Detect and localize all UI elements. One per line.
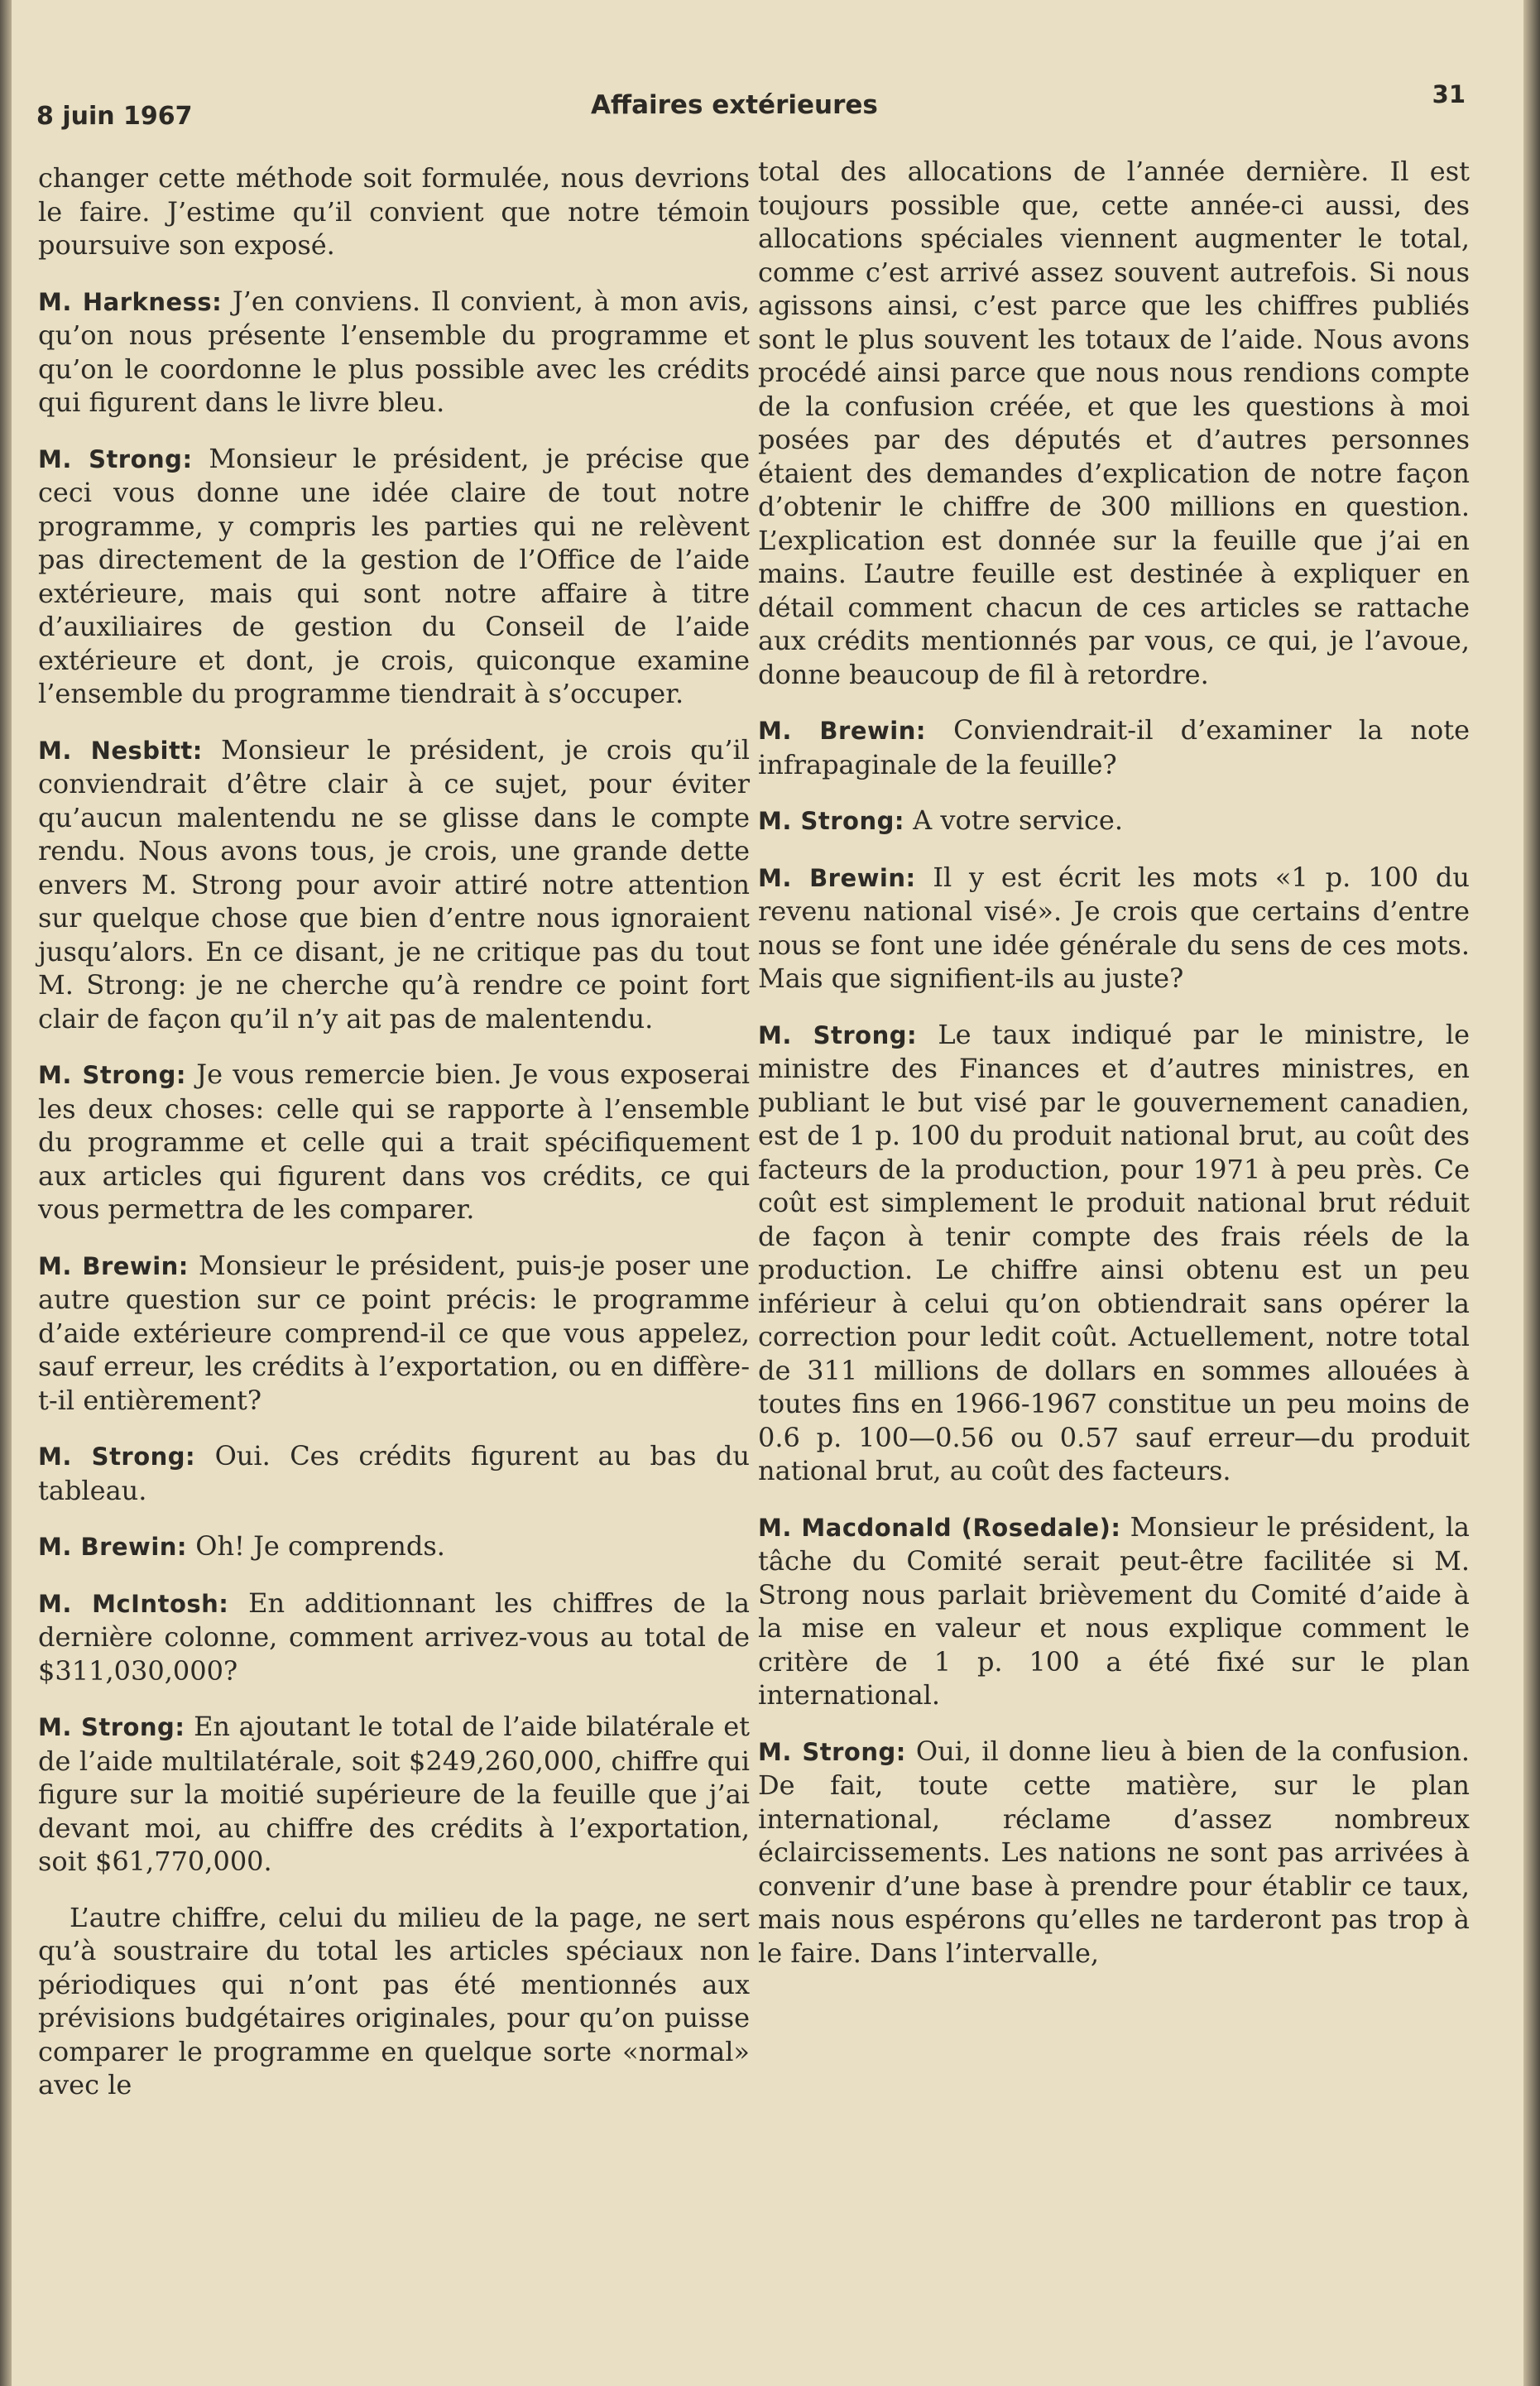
header-date: 8 juin 1967 <box>36 102 193 131</box>
page-number: 31 <box>1432 80 1466 108</box>
paragraph <box>38 1249 750 1418</box>
paragraph <box>758 804 1470 838</box>
speaker-name: M. Strong: <box>38 1061 187 1089</box>
page-outer-edge <box>1523 0 1540 2386</box>
speaker-name: M. Brewin: <box>38 1251 189 1280</box>
left-column <box>38 161 750 2124</box>
paragraph <box>758 1510 1470 1712</box>
speaker-name: M. Brewin: <box>758 717 926 745</box>
paragraph-text: Monsieur le président, je crois qu’il conviendrait d’être clair à ce sujet, pour éviter qu’aucun malentendu ne se glisse dans le compte rendu. Nous avons tous, je crois, une grande dette envers M. Strong pour avoir attiré notre attention sur quelque chose que bien d’entre nous ignoraient jusqu’alors. En ce disant, je ne critique pas du tout M. Strong: je ne cherche qu’à rendre ce point fort clair de façon qu’il n’y ait pas de malentendu. <box>38 733 751 1035</box>
page-binding-edge <box>0 0 12 2386</box>
paragraph-text: changer cette méthode soit formulée, nous devrions le faire. J’estime qu’il convient que notre témoin poursuive son exposé. <box>38 162 750 261</box>
paragraph-text: Oui, il donne lieu à bien de la confusion. De fait, toute cette matière, sur le plan international, réclame d’assez nombreux éclaircissements. Les nations ne sont pas arrivées à convenir d’une base à prendre pour établir ce taux, mais nous espérons qu’elles ne tarderont pas trop à le faire. Dans l’intervalle, <box>758 1735 1470 1969</box>
speaker-name: M. Strong: <box>758 1020 918 1049</box>
paragraph <box>38 285 750 420</box>
paragraph-text: J’en conviens. Il convient, à mon avis, qu’on nous présente l’ensemble du programme et qu’on le coordonne le plus possible avec les crédits qui figurent dans le livre bleu. <box>38 285 750 418</box>
paragraph <box>38 1529 750 1564</box>
paragraph-text: Conviendrait-il d’examiner la note infrapaginale de la feuille? <box>758 714 1470 780</box>
speaker-name: M. Harkness: <box>38 287 223 316</box>
paragraph <box>38 1901 750 2102</box>
speaker-name: M. Brewin: <box>38 1533 188 1561</box>
speaker-name: M. Strong: <box>38 1713 185 1741</box>
paragraph <box>758 155 1470 691</box>
speaker-name: M. Nesbitt: <box>38 736 203 765</box>
paragraph-text: total des allocations de l’année dernière. Il est toujours possible que, cette année-ci aussi, des allocations spéciales viennent augmenter le total, comme c’est arrivé assez souvent autrefois. Si nous agissons ainsi, c’est parce que les chiffres publiés sont le plus souvent les totaux de l’aide. Nous avons procédé ainsi parce que nous nous rendions compte de la confusion créée, et que les questions à moi posées par des députés et d’autres personnes étaient des demandes d’explication de notre façon d’obtenir le chiffre de 300 millions en question. L’explication est donnée sur la feuille que j’ai en mains. L’autre feuille est destinée à expliquer en détail comment chacun de ces articles se rattache aux crédits mentionnés par vous, ce qui, je l’avoue, donne beaucoup de fil à retordre. <box>758 156 1470 690</box>
paragraph-text: Monsieur le président, la tâche du Comité serait peut-être facilitée si M. Strong nous parlait brièvement du Comité d’aide à la mise en valeur et nous explique comment le critère de 1 p. 100 a été fixé sur le plan international. <box>758 1510 1470 1711</box>
right-column <box>758 155 1470 1992</box>
paragraph <box>38 1439 750 1507</box>
running-header <box>36 79 1482 131</box>
paragraph-text: L’autre chiffre, celui du milieu de la page, ne sert qu’à soustraire du total les articles spéciaux non périodiques qui n’ont pas été mentionnés aux prévisions budgétaires originales, pour qu’on puisse comparer le programme en quelque sorte «normal» avec le <box>38 1901 750 2100</box>
paragraph-text: En additionnant les chiffres de la dernière colonne, comment arrivez-vous au total de $311,030,000? <box>38 1587 751 1687</box>
speaker-name: M. Strong: <box>758 807 904 835</box>
speaker-name: M. Brewin: <box>758 863 916 892</box>
paragraph-text: En ajoutant le total de l’aide bilatérale et de l’aide multilatérale, soit $249,260,000, chiffre qui figure sur la moitié supérieure de la feuille que j’ai devant moi, au chiffre des crédits à l’exportation, soit $61,770,000. <box>38 1711 750 1877</box>
paragraph <box>38 733 750 1036</box>
speaker-name: M. Macdonald (Rosedale): <box>758 1513 1121 1542</box>
paragraph-text: Il y est écrit les mots «1 p. 100 du revenu national visé». Je crois que certains d’entre nous se font une idée générale du sens de ces mots. Mais que signifient-ils au juste? <box>758 861 1470 994</box>
paragraph <box>38 1587 750 1688</box>
paragraph-text: Je vous remercie bien. Je vous exposerai les deux choses: celle qui se rapporte à l’ensemble du programme et celle qui a trait spécifiquement aux articles qui figurent dans vos crédits, ce qui vous permettra de les comparer. <box>38 1059 751 1225</box>
paragraph <box>758 713 1470 781</box>
paragraph <box>758 1735 1470 1971</box>
paragraph <box>758 861 1470 996</box>
paragraph-text: A votre service. <box>913 804 1124 836</box>
speaker-name: M. Strong: <box>758 1737 906 1766</box>
speaker-name: M. Strong: <box>38 444 193 473</box>
paragraph <box>38 1710 750 1879</box>
speaker-name: M. Strong: <box>38 1443 196 1471</box>
paragraph-text: Oui. Ces crédits figurent au bas du tableau. <box>38 1440 751 1506</box>
paragraph-text: Le taux indiqué par le ministre, le ministre des Finances et d’autres ministres, en publiant le but visé par le gouvernement canadien, est de 1 p. 100 du produit national brut, au coût des facteurs de la production, pour 1971 à peu près. Ce coût est simplement le produit national brut réduit de façon à tenir compte des frais réels de la production. Le chiffre ainsi obtenu est un peu inférieur à celui qu’on obtiendrait sans opérer la correction pour ledit coût. Actuellement, notre total de 311 millions de dollars en sommes allouées à toutes fins en 1966-1967 constitue un peu moins de 0.6 p. 100—0.56 ou 0.57 sauf erreur—du produit national brut, au coût des facteurs. <box>758 1018 1470 1486</box>
paragraph <box>758 1018 1470 1488</box>
header-title: Affaires extérieures <box>591 90 878 120</box>
paragraph <box>38 1058 750 1227</box>
paragraph-text: Oh! Je comprends. <box>195 1530 445 1562</box>
paragraph-text: Monsieur le président, puis-je poser une autre question sur ce point précis: le programme d’aide extérieure comprend-il ce que vous appelez, sauf erreur, les crédits à l’exportation, ou en diffère-t-il entièrement? <box>38 1249 750 1416</box>
speaker-name: M. McIntosh: <box>38 1589 229 1618</box>
paragraph <box>38 442 750 711</box>
paragraph-text: Monsieur le président, je précise que ceci vous donne une idée claire de tout notre programme, y compris les parties qui ne relèvent pas directement de la gestion de l’Office de l’aide extérieure, mais qui sont notre affaire à titre d’auxiliaires de gestion du Conseil de l’aide extérieure et dont, je crois, quiconque examine l’ensemble du programme tiendrait à s’occuper. <box>38 442 751 709</box>
paragraph <box>38 161 750 262</box>
